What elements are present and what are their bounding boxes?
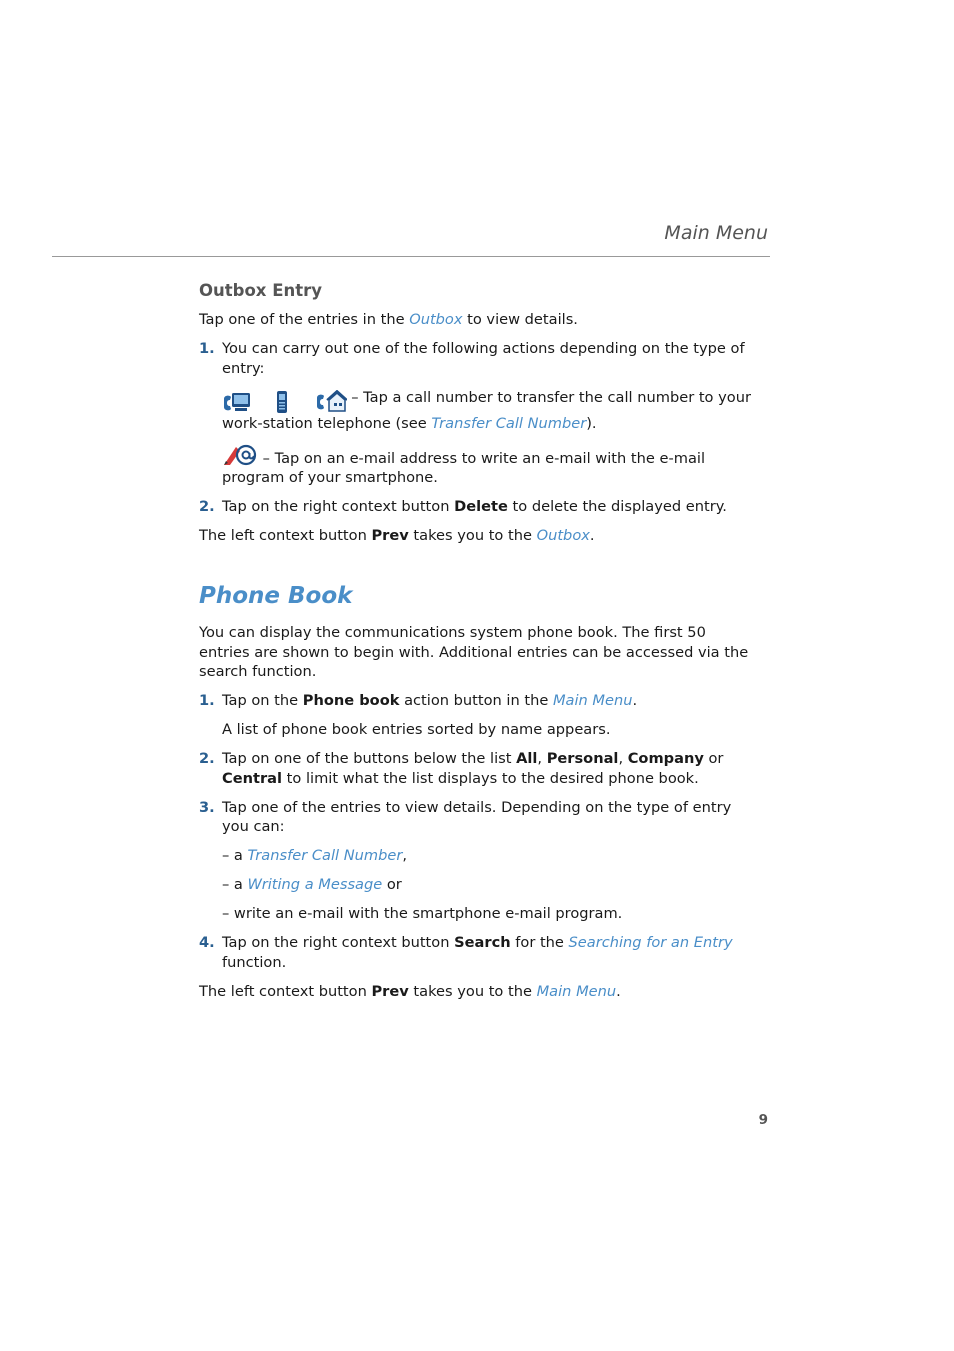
mobile-phone-icon (275, 390, 289, 414)
outbox-link[interactable]: Outbox (409, 311, 463, 328)
text: to limit what the list displays to the desired phone book. (282, 769, 699, 787)
transfer-call-number-link[interactable]: Transfer Call Number (247, 847, 403, 864)
prev-button-label: Prev (371, 982, 409, 1000)
text: Tap on the right context button (222, 498, 455, 515)
phone-book-step-1-result: A list of phone book entries sorted by name appears. (222, 721, 611, 738)
step-number: 4. (199, 934, 215, 951)
text: , (618, 750, 628, 767)
text: The left context button (199, 527, 372, 544)
running-title: Main Menu (664, 222, 768, 244)
text: . (616, 982, 621, 1000)
transfer-call-number-link[interactable]: Transfer Call Number (431, 414, 587, 432)
text: – a (222, 876, 248, 893)
text: Tap on the right context button (222, 934, 455, 951)
writing-a-message-link[interactable]: Writing a Message (247, 876, 383, 893)
text: – Tap a call number to transfer the call number to your work-station telephone (see (222, 388, 751, 432)
desk-phone-icon (222, 391, 252, 413)
text: Tap on the (222, 692, 303, 709)
text: Tap one of the entries in the (199, 311, 410, 328)
header-rule (52, 256, 770, 257)
searching-for-an-entry-link[interactable]: Searching for an Entry (568, 934, 733, 951)
central-button-label: Central (222, 769, 283, 787)
text: or (382, 876, 402, 893)
phone-book-step-4 (199, 933, 759, 972)
section-gap (199, 555, 759, 581)
step-number: 1. (199, 340, 215, 357)
text: ). (586, 414, 597, 432)
phone-book-step-2 (199, 749, 759, 788)
phone-book-heading: Phone Book (199, 583, 353, 609)
phone-action-description (199, 388, 759, 434)
personal-button-label: Personal (546, 750, 619, 767)
text: takes you to the (408, 527, 537, 544)
outbox-intro (199, 310, 759, 330)
home-phone-icon (315, 390, 347, 414)
option-email: – write an e-mail with the smartphone e-mail program. (222, 905, 623, 922)
text: . (632, 692, 638, 709)
main-menu-link[interactable]: Main Menu (536, 982, 617, 1000)
phone-book-step-3 (199, 798, 759, 837)
step-text: Tap one of the entries to view details. Depending on the type of entry you can: (222, 798, 732, 835)
text: or (703, 750, 724, 767)
prev-button-label: Prev (371, 527, 409, 544)
text: Tap on one of the buttons below the list (222, 750, 517, 767)
text: for the (510, 934, 569, 951)
step-number: 3. (199, 798, 215, 816)
outbox-step-1 (199, 339, 759, 378)
option-transfer (199, 846, 759, 866)
phone-book-step-1 (199, 691, 759, 711)
search-button-label: Search (454, 934, 511, 951)
company-button-label: Company (627, 750, 704, 767)
text: function. (222, 953, 287, 971)
phone-book-button-label: Phone book (302, 692, 400, 709)
page-number: 9 (758, 1112, 768, 1128)
text: to view details. (462, 311, 578, 328)
text: – Tap on an e-mail address to write an e-mail with the e-mail program of your smartphone. (222, 449, 705, 486)
text: , (402, 847, 408, 864)
text: takes you to the (408, 982, 537, 1000)
step-text: You can carry out one of the following actions depending on the type of entry: (222, 340, 745, 377)
step-number: 2. (199, 750, 215, 767)
text: – a (222, 847, 248, 864)
option-message (199, 875, 759, 895)
main-menu-link[interactable]: Main Menu (552, 692, 633, 709)
page-content (199, 280, 759, 1011)
outbox-link[interactable]: Outbox (536, 527, 590, 544)
email-action-description (199, 443, 759, 488)
all-button-label: All (516, 750, 538, 767)
text: to delete the displayed entry. (507, 498, 727, 515)
email-icon (222, 443, 258, 467)
phone-icons-group (222, 390, 347, 414)
text: The left context button (199, 982, 372, 1000)
outbox-prev-note (199, 526, 759, 546)
text: action button in the (399, 692, 553, 709)
step-number: 1. (199, 692, 215, 709)
step-number: 2. (199, 498, 215, 515)
phone-book-intro: You can display the communications system phone book. The first 50 entries are shown to begin with. Additional entries can be accessed via the search function. (199, 624, 749, 680)
outbox-step-2 (199, 497, 759, 517)
text: , (537, 750, 547, 767)
outbox-entry-heading: Outbox Entry (199, 281, 322, 300)
delete-button-label: Delete (454, 498, 508, 515)
phone-book-prev-note (199, 982, 759, 1002)
text: . (589, 527, 595, 544)
